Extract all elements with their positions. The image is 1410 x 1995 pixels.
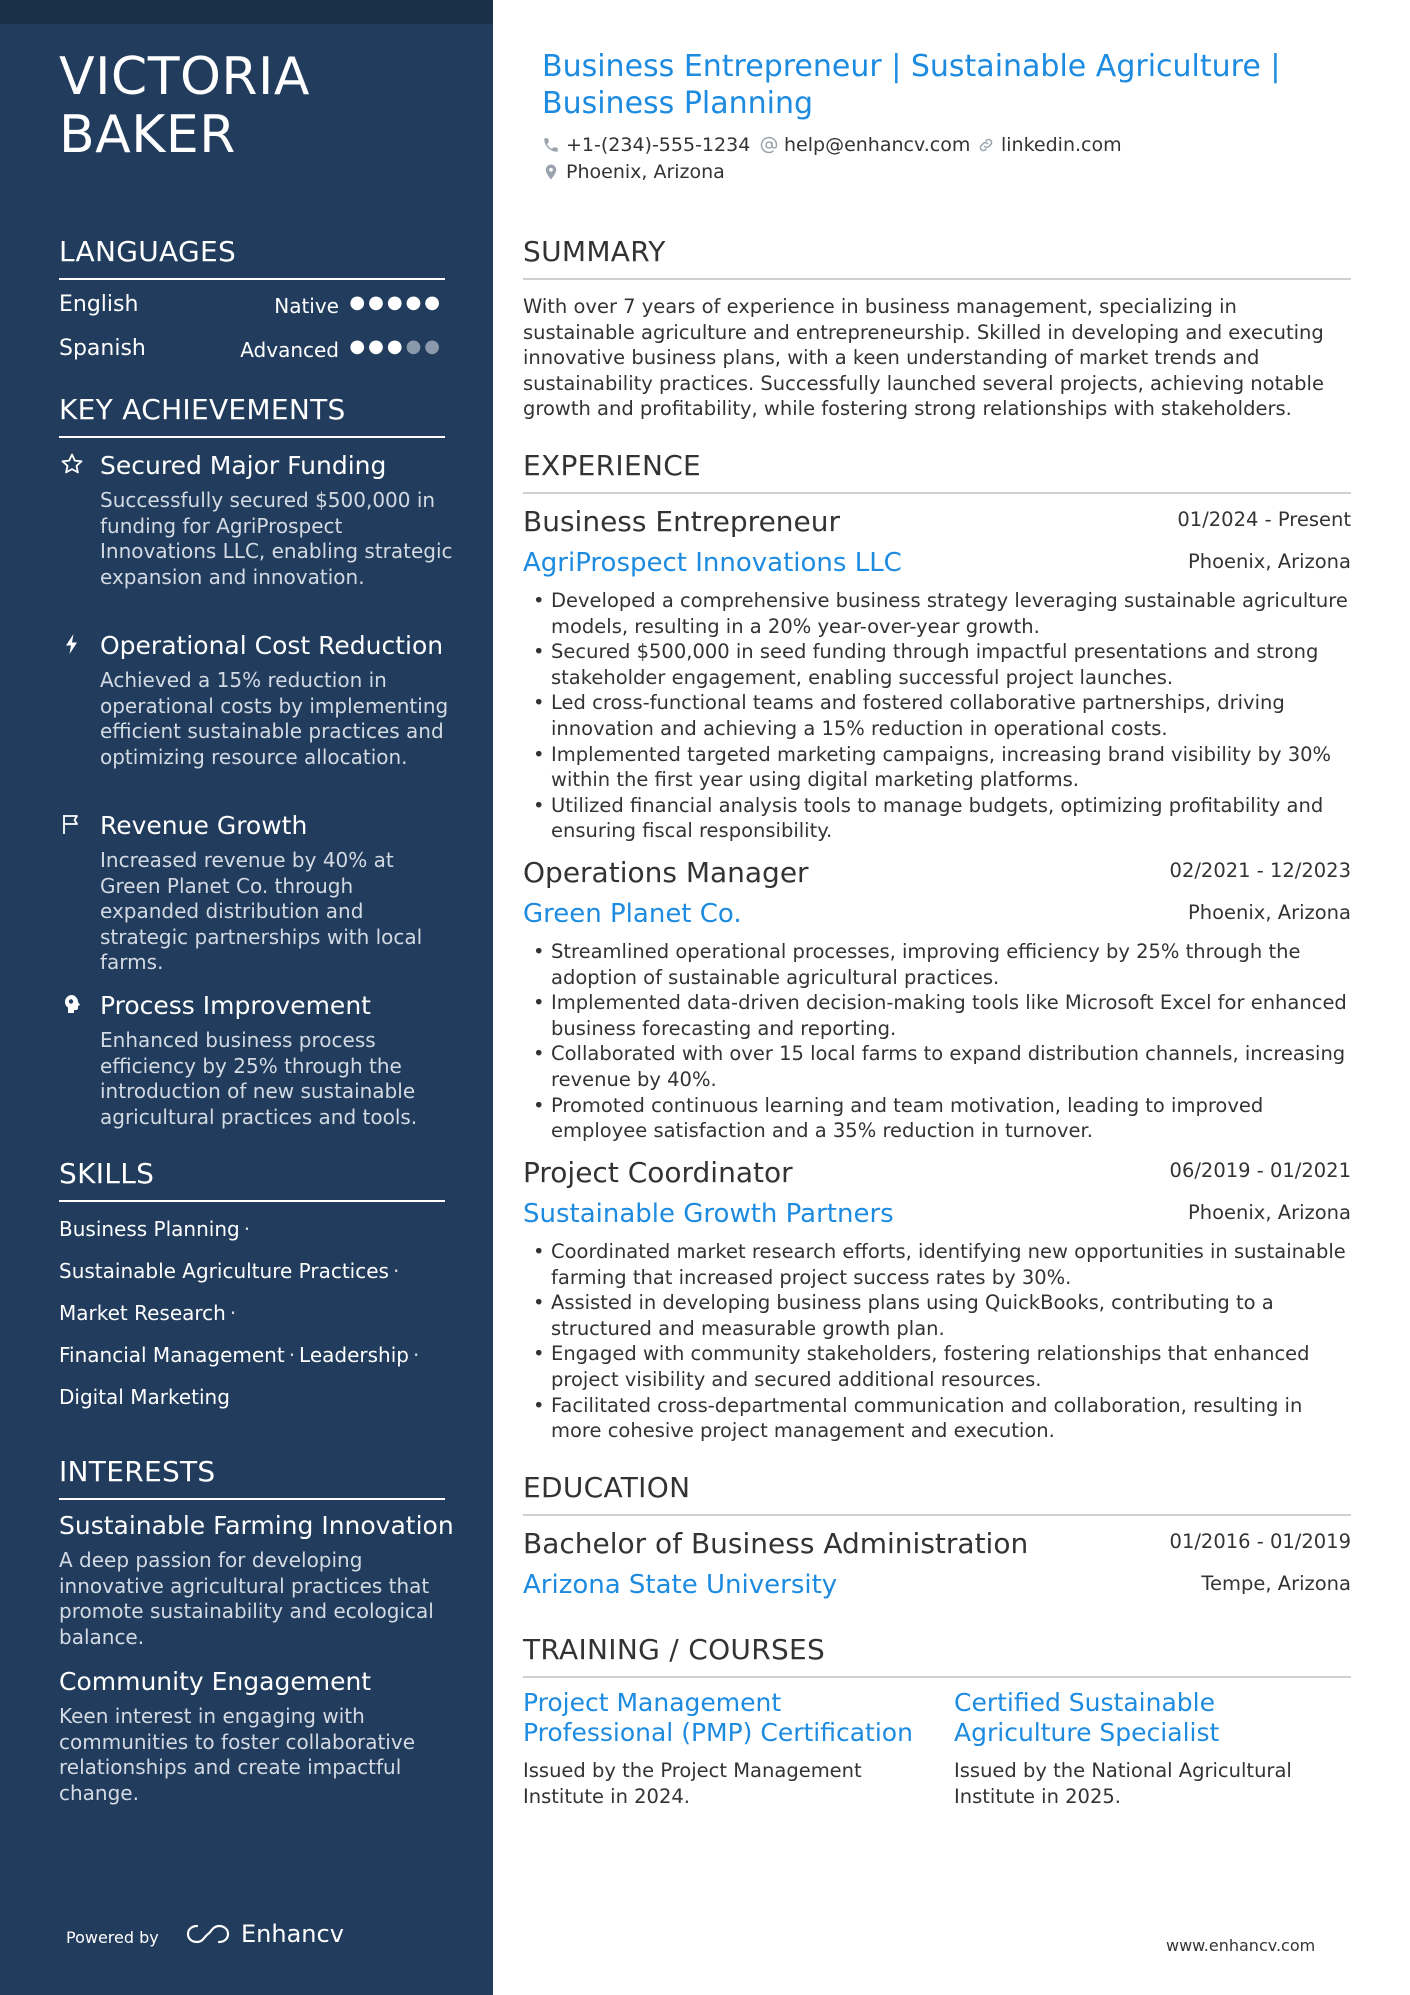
language-name: Spanish [59, 336, 146, 361]
course-title[interactable]: Certified Sustainable Agriculture Specialist [954, 1688, 1220, 1747]
skill-separator: · [243, 1217, 251, 1241]
email-text: help@enhancv.com [784, 134, 971, 156]
job-location: Phoenix, Arizona [1187, 550, 1351, 573]
job-bullet: • Coordinated market research efforts, identifying new opportunities in sustainable farming that increased project success rates by 30%. [523, 1239, 1351, 1290]
job-bullet: • Collaborated with over 15 local farms to expand distribution channels, increasing revenue by 40%. [523, 1041, 1351, 1092]
job-title: Project Coordinator [523, 1156, 793, 1189]
job-company[interactable]: Green Planet Co. [523, 899, 742, 929]
language-rating [349, 292, 443, 313]
achievement-title: Secured Major Funding [100, 451, 387, 480]
job-bullet: • Developed a comprehensive business strategy leveraging sustainable agriculture models, resulting in a 20% year-over-year growth. [523, 588, 1351, 639]
course-desc: Issued by the National Agricultural Institute in 2025. [954, 1759, 1292, 1808]
skill-separator: · [229, 1301, 237, 1325]
job-location: Phoenix, Arizona [1187, 1201, 1351, 1224]
skill-line [59, 1256, 459, 1298]
course-item [954, 1688, 1354, 1809]
language-level: Advanced [240, 338, 339, 362]
headline: Business Entrepreneur | Sustainable Agriculture | Business Planning [542, 49, 1281, 121]
interest-desc: A deep passion for developing innovative agricultural practices that promote sustainability and ecological balance. [59, 1548, 434, 1649]
course-item [523, 1688, 923, 1809]
achievement-desc: Achieved a 15% reduction in operational costs by implementing efficient sustainable practices and optimizing resource allocation. [100, 668, 449, 769]
interest-desc: Keen interest in engaging with communities to foster collaborative relationships and create impactful change. [59, 1704, 415, 1805]
job-bullet: • Secured $500,000 in seed funding through impactful presentations and strong stakeholder engagement, enabling successful project launches. [523, 639, 1351, 690]
skill-line [59, 1382, 459, 1424]
skill-item: Market Research [59, 1301, 226, 1325]
brain-icon [59, 992, 85, 1018]
phone-text: +1-(234)-555-1234 [566, 134, 751, 156]
achievement-title: Process Improvement [100, 991, 371, 1020]
course-title[interactable]: Project Management Professional (PMP) Certification [523, 1688, 913, 1747]
summary-text: With over 7 years of experience in business management, specializing in sustainable agriculture and entrepreneurship. Skilled in developing and executing innovative business plans, with a keen understanding of market trends and sustainability practices. Successfully launched several projects, achieving notable growth and profitability, while fostering strong relationships with stakeholders. [523, 295, 1324, 421]
skill-separator: · [412, 1343, 420, 1367]
location-pin-icon [542, 163, 560, 181]
job-bullet: • Streamlined operational processes, improving efficiency by 25% through the adoption of sustainable agricultural practices. [523, 939, 1351, 990]
interest-title: Sustainable Farming Innovation [59, 1511, 454, 1540]
language-level: Native [274, 294, 339, 318]
job-location: Phoenix, Arizona [1187, 901, 1351, 924]
enhancv-logo-icon [185, 1923, 231, 1945]
job-dates: 01/2024 - Present [1177, 508, 1351, 531]
job-bullet: • Implemented targeted marketing campaigns, increasing brand visibility by 30% within the first year using digital marketing platforms. [523, 742, 1351, 793]
course-desc: Issued by the Project Management Institute in 2024. [523, 1759, 862, 1808]
linkedin-text: linkedin.com [1001, 134, 1122, 156]
achievement-desc: Increased revenue by 40% at Green Planet Co. through expanded distribution and strategic partnerships with local farms. [100, 848, 423, 975]
sidebar-top-strip [0, 0, 493, 24]
job-bullet: • Engaged with community stakeholders, fostering relationships that enhanced project visibility and secured additional resources. [523, 1341, 1351, 1392]
candidate-name: VICTORIA BAKER [59, 47, 310, 165]
skill-line [59, 1214, 459, 1256]
education-location: Tempe, Arizona [1201, 1572, 1351, 1595]
skill-item: Financial Management [59, 1343, 285, 1367]
rating-dot-filled: ● [405, 292, 425, 313]
phone-icon [542, 136, 560, 154]
job-bullet: • Promoted continuous learning and team motivation, leading to improved employee satisfaction and a 35% reduction in turnover. [523, 1093, 1351, 1144]
contact-linkedin[interactable] [977, 134, 1122, 156]
job-dates: 02/2021 - 12/2023 [1169, 859, 1351, 882]
skill-item: Business Planning [59, 1217, 240, 1241]
language-name: English [59, 292, 139, 317]
contact-location [542, 161, 725, 183]
job-company[interactable]: Sustainable Growth Partners [523, 1199, 894, 1229]
job-bullet: • Assisted in developing business plans using QuickBooks, contributing to a structured and measurable growth plan. [523, 1290, 1351, 1341]
location-text: Phoenix, Arizona [566, 161, 725, 183]
job-bullets [523, 588, 1351, 844]
experience-title: EXPERIENCE [523, 448, 1351, 494]
school-name[interactable]: Arizona State University [523, 1570, 838, 1600]
rating-dot-filled: ● [349, 336, 369, 357]
website-link[interactable]: www.enhancv.com [1166, 1936, 1316, 1955]
job-bullet: • Led cross-functional teams and fostered collaborative partnerships, driving innovation and achieving a 15% reduction in operational costs. [523, 690, 1351, 741]
achievement-title: Revenue Growth [100, 811, 308, 840]
language-row [59, 292, 445, 328]
rating-dot-filled: ● [386, 292, 406, 313]
job-bullets [523, 1239, 1351, 1444]
education-title: EDUCATION [523, 1470, 1351, 1516]
job-bullet: • Facilitated cross-departmental communication and collaboration, resulting in more cohesive project management and execution. [523, 1393, 1351, 1444]
rating-dot-filled: ● [386, 336, 406, 357]
rating-dot-filled: ● [424, 292, 443, 313]
contact-phone[interactable] [542, 134, 750, 156]
achievement-desc: Enhanced business process efficiency by 25% through the introduction of new sustainable agricultural practices and tools. [100, 1028, 418, 1129]
skill-item: Sustainable Agriculture Practices [59, 1259, 389, 1283]
skills-list [59, 1214, 459, 1424]
job-bullets [523, 939, 1351, 1144]
contact-email[interactable] [760, 134, 970, 156]
summary-title: SUMMARY [523, 234, 1351, 280]
rating-dot-empty: ● [424, 336, 443, 357]
bolt-icon [59, 632, 85, 658]
job-bullet: • Implemented data-driven decision-making tools like Microsoft Excel for enhanced business forecasting and reporting. [523, 990, 1351, 1041]
skill-item: Digital Marketing [59, 1385, 230, 1409]
skill-separator: · [392, 1259, 400, 1283]
enhancv-logo[interactable] [185, 1920, 344, 1948]
skill-separator: · [288, 1343, 296, 1367]
at-icon [760, 136, 778, 154]
job-company[interactable]: AgriProspect Innovations LLC [523, 548, 902, 578]
degree: Bachelor of Business Administration [523, 1527, 1029, 1560]
brand-name: Enhancv [241, 1920, 344, 1948]
rating-dot-filled: ● [349, 292, 369, 313]
skill-line [59, 1340, 459, 1382]
skill-item: Leadership [299, 1343, 409, 1367]
flag-icon [59, 812, 85, 838]
job-dates: 06/2019 - 01/2021 [1169, 1159, 1351, 1182]
job-title: Business Entrepreneur [523, 505, 841, 538]
interest-title: Community Engagement [59, 1667, 372, 1696]
training-title: TRAINING / COURSES [523, 1632, 1351, 1678]
skill-line [59, 1298, 459, 1340]
skills-title: SKILLS [59, 1156, 445, 1202]
interest-item [59, 1666, 449, 1806]
interests-title: INTERESTS [59, 1454, 445, 1500]
sidebar [0, 0, 493, 1995]
link-icon [977, 136, 995, 154]
interest-item [59, 1510, 454, 1650]
job-title: Operations Manager [523, 856, 809, 889]
rating-dot-filled: ● [368, 336, 387, 357]
education-dates: 01/2016 - 01/2019 [1169, 1530, 1351, 1553]
achievement-title: Operational Cost Reduction [100, 631, 444, 660]
main-content [493, 0, 1410, 1995]
languages-title: LANGUAGES [59, 234, 445, 280]
powered-by-label: Powered by [66, 1928, 159, 1947]
language-row [59, 336, 445, 372]
achievement-desc: Successfully secured $500,000 in funding for AgriProspect Innovations LLC, enabling strategic expansion and innovation. [100, 488, 453, 589]
job-bullet: • Utilized financial analysis tools to manage budgets, optimizing profitability and ensuring fiscal responsibility. [523, 793, 1351, 844]
star-icon [59, 452, 85, 478]
rating-dot-filled: ● [368, 292, 387, 313]
achievements-title: KEY ACHIEVEMENTS [59, 392, 445, 438]
rating-dot-empty: ● [405, 336, 425, 357]
language-rating [349, 336, 443, 357]
